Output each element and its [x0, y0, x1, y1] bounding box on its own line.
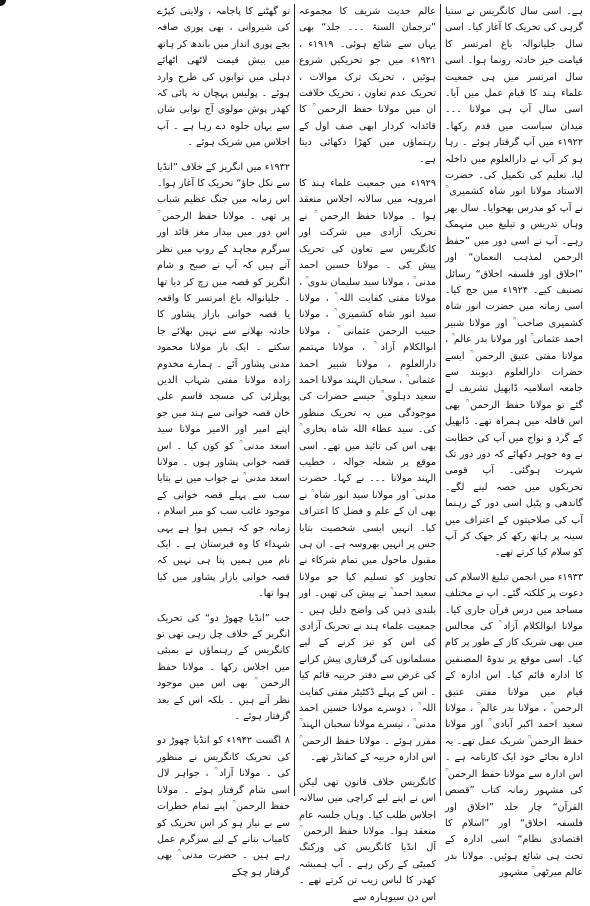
- column-middle-right-paragraph-2: ۱۹۲۹ء میں جمعیت علماء ہند کا امروہہ میں سالانہ اجلاس منعقد ہوا ۔ مولانا حفظ الرحمن ؒ نے تحریک آزادی میں شرکت اور کانگریس سے تعاون کی تحریک پیش کی ۔ مولانا حسین احمد مدنی ؒ ، مولانا سید سلیمان ندوی ؒ ، مولانا مفتی کفایت اللہ ؒ ، مولانا سید انور شاہ کشمیری ؒ ، مولانا حبیب الرحمن عثمانی ؒ ، مولانا ابوالکلام آزاد ؒ ، مولانا مہتمم دارالعلوم ، مولانا شبیر احمد عثمانی ؒ ، سحبان الہند مولانا احمد سعید دہلوی ؒ جیسے حضرات کی موجودگی میں یہ تحریک منظور کی۔ سید عطاء اللہ شاہ بخاری ؒ بھی اس کی تائید میں تھے۔ اسی موقع پر شعلہ جوالہ ، خطیب الہند مولانا ۔۔۔ نے کہا۔ حضرت مدنی ؒ اور مولانا سید انور شاہ ؒ نے بھی ان کے علم و فضل کا اعتراف کیا۔ انہیں ایسی شخصیت بتایا جس پر انہیں بھروسہ ہے۔ ان ہی مقبول ماحول میں تمام شرکاء نے تجاویز کو تسلیم کیا جو مولانا سعید احمد ؒ نے پیش کی تھیں۔ اور بلندی ذہن کی واضح دلیل ہیں ۔ جمعیت علماء ہند نے تحریک آزادی کی اس کو تیز کرنے کے لیے مسلمانوں کی گرفتاری پیش کرانے کی غرض سے دفتر حربیہ قائم کیا ۔ اس کے پہلے ڈکٹیٹر مفتی کفایت اللہ ؒ ، دوسرے مولانا حسین احمد مدنی ؒ ، تیسرے مولانا سحبان الہند ؒ مقرر ہوئے ۔ مولانا حفظ الرحمن ؒ اس ادارہ حربیہ کے کمانڈر تھے۔: [299, 178, 436, 764]
- column-right-paragraph-1: ہے۔ اسی سال کانگریس نے ستیا گرہی کی تحریک کا آغاز کیا۔ اسی سال جلیانوالہ باغ امرتسر کا قیامت خیز حادثہ رونما ہوا۔ اسی سال امرتسر میں ہی جمعیت علماء ہند کا قیام عمل میں آیا۔ اسی سال آپ ہی مولانا ۔۔۔ میدان سیاست میں قدم رکھا۔ ۱۹۲۲ء میں آپ گرفتار ہوئے ۔ رہا ہو کر آپ نے دارالعلوم میں داخلہ لیا، تعلیم کی تکمیل کی۔ حضرت الاستاد مولانا انور شاہ کشمیری ؒ نے آپ کو مدرس بھجوایا۔ سال بھر وہاں تدریس و تبلیغ میں منہمک رہے۔ آپ نے اسی دور میں ”حفظ الرحمن لمذہب النعمان“ اور ”اخلاق اور فلسفہ اخلاق“ رسائل تصنیف کیے۔ ۱۹۲۴ء میں حج کیا۔ اسی زمانہ میں حضرت انور شاہ کشمیری صاحب ؒ اور مولانا شبیر احمد عثمانی ؒ اور مولانا بدر عالم ؒ ، مولانا مفتی عتیق الرحمن ؒ ایسے حضرات دارالعلوم دیوبند سے جامعہ اسلامیہ ڈابھیل تشریف لے گئے تو مولانا حفظ الرحمن ؒ بھی اس قافلہ میں ہمراہ تھے۔ ڈابھیل کے گرد و نواح میں آپ کی خطابت نے وہ جوہر دکھائے کہ دور دور تک شہرت ہوگئی۔ آپ قومی تحریکوں میں حصہ لینے لگے۔ گاندھی و پٹیل اسی دور کے رہنما آپ کی صلاحیتوں کے اعتراف میں سینہ پر ہاتھ رکھ کر جھک کر آپ کو سلام کیا کرتے تھے۔: [445, 6, 583, 559]
- column-middle-right-paragraph-3: کانگریس خلاف قانون تھی لیکن اس نے اپنے لیے کراچی میں سالانہ اجلاس طلب کیا۔ وہاں جلسہ عام منعقد ہوا۔ مولانا حفظ الرحمن ؒ آل انڈیا کانگریس کی ورکنگ کمیٹی کے رکن رہے ۔ آپ ہمیشہ کھدر کا لباس زیب تن کرتے تھے ۔ اس دن سیوہارہ سے: [299, 776, 436, 903]
- column-middle-left-paragraph-2: ۱۹۳۲ء میں انگریز کے خلاف ”انڈیا سے نکل جاؤ“ تحریک کا آغاز ہوا۔ اس زمانہ میں جنگ عظیم شباب پر تھی ۔ مولانا حفظ الرحمن ؒ اس دور میں بیدار مغز قائد اور سرگرم مجاہد کے روپ میں نظر آتے ہیں کہ آپ نے صبح و شام انگریز کو قصہ میں زچ کر دیا تھا ۔ جلیانوالہ باغ امرتسر کا واقعہ یا قصہ خوانی بازار پشاور کا حادثہ بھلانے سے نہیں بھلائے جا سکتے ۔ ایک بار مولانا محمود مدنی پشاور آئے ۔ ہمارے مخدوم زادہ مولانا مفتی شہاب الدین پوپلزئی کی مسجد قاسم علی خان قصہ خوانی سے ہند میں جو اپنے امیر اور الامیر مولانا سید اسعد مدنی ؒ کو کون کیا ۔ اس قصہ خوانی پشاور ہوں ۔ مولانا اسعد مدنی ؒ نے جواب میں نے بتایا سب سے پہلے قصہ خوانی کے موجود غائب سب کو میر اسلام ، زمانہ جو کہ ہمیں ہوا ہے یہی شہداء کا وہ قبرستان ہے ۔ ایک نام میں ہمیں پتا ہی نہیں کہ قصہ خوانی بازار پشاور میں کیا ہوا تھا۔: [157, 161, 290, 600]
- column-middle-right-paragraph-1: عالم حدیث شریف کا مجموعہ ”ترجمان السنۃ ۔۔۔ جلد“ بھی یہاں سے شائع ہوئی۔ ۱۹۱۹ء ، ۱۹۲۱ء میں جو تحریکیں شروع ہوئیں ، تحریک ترک موالات ، تحریک عدم تعاون ، تحریک خلافت ان میں مولانا حفظ الرحمن ؒ کا قائدانہ کردار ابھی صف اول کے رہنماؤں میں کھڑا دکھائی دیتا ہے۔: [299, 6, 436, 165]
- column-middle-left-paragraph-1: تو گھٹنے کا پاجامہ ، ولایتی کپڑے کی شیروانی ، بھی پوری صافہ بجے پوری انداز میں باندھ کر ہاتھ میں بیش قیمت لاٹھی اٹھائے دہلی میں نوابوں کی طرح وارد ہوئے ۔ پولیس پہچان نہ پائی کہ کھدر پوش مولوی آج نوابی شان سے یہاں جلوہ دے رہا ہے ۔ آپ اجلاس میں شریک ہوئے ۔: [157, 6, 290, 149]
- column-right: [441, 4, 587, 879]
- page-corner-mark: [0, 0, 6, 6]
- column-right-paragraph-2: ۱۹۳۳ء میں انجمن تبلیغ الاسلام کی دعوت پر کلکتہ گئے۔ اپ نے مختلف مساجد میں درس قرآن جاری کیا۔ مولانا ابوالکلام آزاد ؒ کی مجالس میں بھی شریک کار کے طور پر کام کیا۔ اسی موقع پر ندوۃ المصنفین کا ادارہ قائم کیا۔ اس ادارہ کے قیام میں مولانا مفتی عتیق الرحمن ؒ ، مولانا بدر عالم ؒ ، مولانا سعید احمد اکبر آبادی ؒ اور مولانا حفظ الرحمن ؒ شریک عمل تھے۔ یہ ادارہ بجائے خود ایک کارنامہ ہے ۔ اس ادارہ سے مولانا حفظ الرحمن ؒ کی مشہور زمانہ کتاب ”قصص القرآن“ چار جلد ”اخلاق اور فلسفہ اخلاق“ اور ”اسلام کا اقتصادی نظام“ اسی ادارہ کے تحت ہی شائع ہوئیں۔ مولانا بدر عالم میرٹھی ؒ مشہور: [445, 571, 583, 879]
- column-middle-right: [295, 4, 441, 903]
- column-middle-left-paragraph-4: ۸ اگست ۱۹۴۲ء کو انڈیا چھوڑ دو کی تحریک کانگریس نے منظور کی ۔ مولانا آزاد ؒ ، جواہر لال اسی شام گرفتار ہوئے ۔ مولانا حفظ الرحمن ؒ اپنے تمام خطرات سے بے نیاز ہو کر اس تحریک کو کامیاب بنانے کے لیے سرگرم عمل رہے ہیں ۔ حضرت مدنی ؒ بھی گرفتار ہو چکے: [157, 735, 291, 878]
- column-middle-left: [153, 4, 295, 878]
- column-middle-left-paragraph-3: جب ”انڈیا چھوڑ دو“ کی تحریک انگریز کے خلاف چل رہی تھی تو کانگریس کے رہنماؤں نے بمبئی میں اجلاس رکھا ۔ مولانا حفظ الرحمن ؒ بھی اس میں موجود نظر آتے ہیں ۔ بلکہ اس کے بعد گرفتار ہوئے ۔: [157, 612, 290, 723]
